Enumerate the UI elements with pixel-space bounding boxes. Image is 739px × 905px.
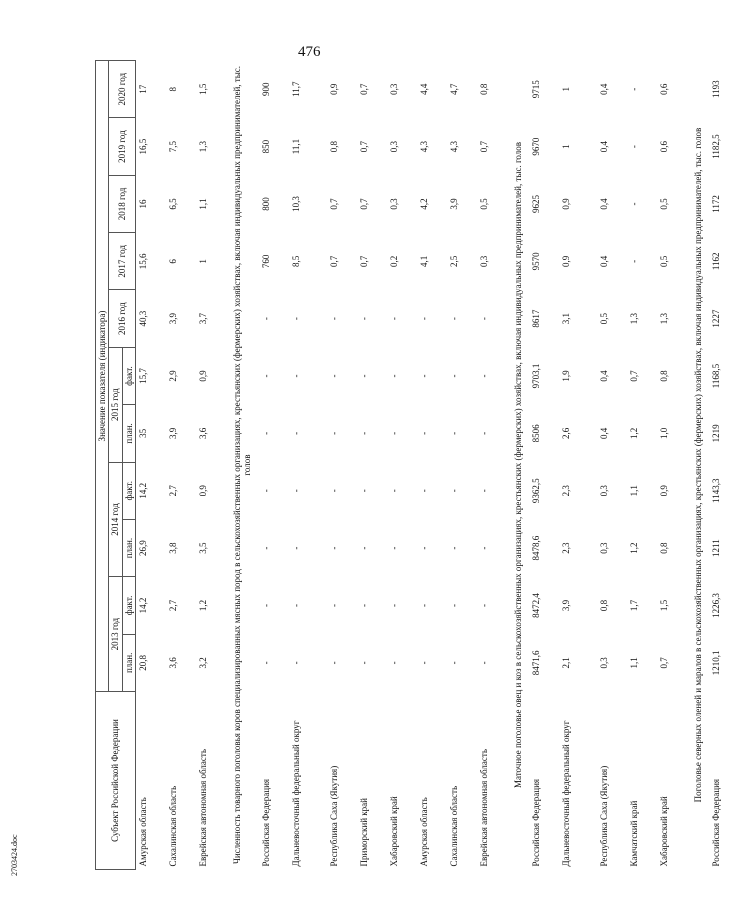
value-cell: 0,9: [328, 83, 339, 95]
value-cell: 3,5: [198, 542, 209, 554]
header-2020: 2020 год: [109, 61, 136, 118]
header-2016: 2016 год: [109, 290, 136, 347]
value-cell: -: [290, 489, 301, 493]
value-cell: 1,2: [629, 427, 640, 440]
value-cell: 8506: [531, 424, 542, 443]
value-cell: -: [260, 374, 271, 378]
value-cell: 11,7: [290, 81, 301, 97]
value-cell: -: [328, 489, 339, 493]
value-cell: 16: [138, 199, 149, 209]
table-row: [597, 61, 627, 870]
value-cell: 4,2: [418, 198, 429, 210]
value-cell: 15,7: [138, 368, 149, 384]
row-subject: Российская Федерация: [531, 778, 542, 867]
value-cell: -: [358, 489, 369, 493]
value-cell: 0,7: [629, 370, 640, 382]
page-number: 476: [298, 44, 321, 60]
value-cell: 20,8: [138, 654, 149, 671]
value-cell: 6: [168, 259, 179, 264]
table-row: [559, 61, 597, 870]
header-fact: факт.: [122, 577, 135, 634]
value-cell: -: [478, 546, 489, 550]
table-row: [627, 61, 657, 870]
value-cell: 3,9: [448, 198, 459, 210]
rotated-table-container: [95, 60, 722, 870]
value-cell: -: [260, 431, 271, 435]
value-cell: -: [418, 489, 429, 493]
table-row: [417, 61, 447, 870]
value-cell: 0,7: [358, 140, 369, 153]
value-cell: 16,5: [138, 138, 149, 155]
value-cell: 0,3: [388, 140, 399, 153]
header-plan: план.: [122, 519, 135, 576]
header-2015: 2015 год: [109, 347, 122, 462]
value-cell: -: [358, 546, 369, 550]
header-subject: Субъект Российской Федерации: [96, 692, 136, 870]
value-cell: 1182,5: [711, 134, 722, 159]
value-cell: 17: [138, 84, 149, 94]
value-cell: -: [328, 374, 339, 378]
header-indicator: Значение показателя (индикатора): [96, 61, 109, 692]
value-cell: -: [358, 374, 369, 378]
value-cell: -: [418, 317, 429, 321]
table-row: [447, 61, 477, 870]
value-cell: 40,3: [138, 310, 149, 327]
value-cell: 0,4: [599, 140, 610, 153]
value-cell: 0,9: [198, 370, 209, 382]
value-cell: -: [290, 603, 301, 607]
value-cell: -: [358, 661, 369, 665]
row-subject: Хабаровский край: [659, 796, 670, 867]
table-body: [136, 61, 739, 870]
value-cell: 9625: [531, 194, 542, 213]
value-cell: 3,2: [198, 657, 209, 669]
value-cell: 0,8: [659, 370, 670, 382]
value-cell: -: [478, 317, 489, 321]
value-cell: 0,5: [659, 255, 670, 267]
value-cell: 0,8: [328, 140, 339, 153]
value-cell: 10,3: [290, 196, 301, 212]
value-cell: -: [448, 431, 459, 435]
value-cell: 4,7: [448, 83, 459, 95]
value-cell: 7,5: [168, 140, 179, 153]
value-cell: 1,3: [659, 313, 670, 325]
value-cell: 11,1: [290, 138, 301, 155]
value-cell: -: [448, 374, 459, 378]
row-subject: Амурская область: [138, 797, 149, 867]
value-cell: 4,4: [418, 83, 429, 95]
row-subject: Сахалинская область: [448, 785, 459, 867]
value-cell: 1,2: [198, 599, 209, 612]
value-cell: 2,3: [561, 542, 572, 554]
row-subject: Еврейская автономная область: [198, 749, 209, 867]
value-cell: 2,1: [561, 657, 572, 669]
value-cell: 0,4: [599, 370, 610, 382]
value-cell: -: [260, 546, 271, 550]
header-2017: 2017 год: [109, 233, 136, 290]
value-cell: -: [418, 603, 429, 607]
section-header-row: [507, 61, 529, 870]
row-subject: Республика Саха (Якутия): [599, 765, 610, 867]
value-cell: -: [388, 661, 399, 665]
value-cell: -: [328, 603, 339, 607]
header-2018: 2018 год: [109, 175, 136, 232]
value-cell: 0,7: [358, 198, 369, 210]
value-cell: 4,3: [418, 140, 429, 153]
value-cell: 2,7: [168, 485, 179, 497]
value-cell: 0,9: [561, 198, 572, 210]
row-subject: Дальневосточный федеральный округ: [290, 720, 301, 867]
value-cell: -: [418, 546, 429, 550]
value-cell: -: [388, 489, 399, 493]
value-cell: 9362,5: [531, 478, 542, 504]
row-subject: Камчатский край: [629, 800, 640, 867]
value-cell: -: [290, 374, 301, 378]
value-cell: 9703,1: [531, 363, 542, 389]
value-cell: -: [388, 431, 399, 435]
value-cell: -: [448, 317, 459, 321]
value-cell: 8472,4: [531, 593, 542, 618]
value-cell: 1,2: [629, 542, 640, 554]
value-cell: 0,3: [599, 485, 610, 497]
value-cell: 9715: [531, 80, 542, 99]
value-cell: -: [388, 603, 399, 607]
table-row: [259, 61, 289, 870]
value-cell: -: [448, 489, 459, 493]
value-cell: 9570: [531, 252, 542, 271]
value-cell: 2,7: [168, 599, 179, 612]
value-cell: 1143,3: [711, 478, 722, 503]
value-cell: 26,9: [138, 540, 149, 556]
value-cell: 3,6: [168, 657, 179, 669]
value-cell: 2,5: [448, 255, 459, 267]
row-subject: Сахалинская область: [168, 785, 179, 867]
value-cell: -: [260, 489, 271, 493]
table-row: [136, 61, 167, 870]
value-cell: 0,4: [599, 83, 610, 95]
value-cell: 35: [138, 428, 149, 438]
value-cell: 0,8: [599, 599, 610, 612]
header-fact: факт.: [122, 462, 135, 519]
value-cell: 9670: [531, 137, 542, 156]
value-cell: 1210,1: [711, 650, 722, 676]
value-cell: 0,6: [659, 140, 670, 153]
value-cell: -: [328, 546, 339, 550]
value-cell: 8471,6: [531, 650, 542, 676]
value-cell: 0,6: [659, 83, 670, 95]
value-cell: 8617: [531, 309, 542, 328]
value-cell: -: [328, 661, 339, 665]
value-cell: 1168,5: [711, 363, 722, 389]
value-cell: 3,9: [168, 427, 179, 440]
value-cell: 1,9: [561, 370, 572, 382]
value-cell: -: [418, 431, 429, 435]
value-cell: 1,1: [198, 198, 209, 210]
row-subject: Республика Саха (Якутия): [328, 765, 339, 867]
value-cell: 3,8: [168, 542, 179, 554]
value-cell: 0,3: [388, 83, 399, 95]
value-cell: 0,9: [659, 485, 670, 497]
value-cell: -: [358, 317, 369, 321]
value-cell: 1: [198, 259, 209, 264]
value-cell: 0,7: [328, 198, 339, 210]
value-cell: 0,4: [599, 427, 610, 440]
value-cell: -: [260, 661, 271, 665]
section-title: Маточное поголовье овец и коз в сельскохозяйственных организациях, крестьянских (фермерских) хозяйствах, включая индивидуальных предпринимателей, тыс. голов: [512, 141, 523, 789]
value-cell: 1227: [711, 309, 722, 328]
value-cell: 1: [561, 86, 572, 92]
value-cell: 1,7: [629, 599, 640, 612]
value-cell: 6,5: [168, 198, 179, 210]
section-header-row: [226, 61, 259, 870]
value-cell: 3,1: [561, 313, 572, 325]
header-2019: 2019 год: [109, 118, 136, 175]
value-cell: 15,6: [138, 253, 149, 270]
value-cell: -: [629, 259, 640, 263]
row-subject: Хабаровский край: [388, 796, 399, 867]
value-cell: 1: [561, 144, 572, 149]
value-cell: 0,5: [599, 313, 610, 325]
value-cell: 0,8: [659, 542, 670, 554]
value-cell: -: [358, 431, 369, 435]
table-row: [477, 61, 507, 870]
value-cell: -: [418, 661, 429, 665]
value-cell: -: [328, 431, 339, 435]
value-cell: 900: [260, 82, 271, 96]
value-cell: 0,3: [478, 255, 489, 267]
value-cell: 0,9: [561, 255, 572, 267]
value-cell: 0,7: [659, 657, 670, 669]
value-cell: 0,4: [599, 198, 610, 210]
value-cell: 8: [168, 86, 179, 92]
value-cell: -: [260, 317, 271, 321]
table-row: [709, 61, 739, 870]
value-cell: -: [418, 374, 429, 378]
section-title: Численность товарного поголовья коров специализированных мясных пород в сельскохозяйственных организациях, крестьянских (фермерских) хозяйствах, включая индивидуальных предпринимателей, тыс. голов: [232, 65, 253, 865]
row-subject: Дальневосточный федеральный округ: [561, 720, 572, 867]
value-cell: -: [448, 603, 459, 607]
value-cell: 0,7: [358, 255, 369, 267]
value-cell: 0,5: [478, 198, 489, 210]
value-cell: -: [629, 87, 640, 91]
value-cell: 1,5: [659, 599, 670, 612]
value-cell: 1,1: [629, 485, 640, 497]
header-plan: план.: [122, 634, 135, 691]
value-cell: 0,3: [599, 542, 610, 554]
value-cell: 800: [260, 197, 271, 211]
value-cell: -: [388, 374, 399, 378]
value-cell: -: [290, 546, 301, 550]
header-plan: план.: [122, 405, 135, 462]
value-cell: 0,3: [388, 198, 399, 210]
value-cell: 0,3: [599, 657, 610, 669]
value-cell: 1193: [711, 80, 722, 99]
value-cell: 2,3: [561, 485, 572, 497]
value-cell: 4,3: [448, 140, 459, 153]
value-cell: 0,2: [388, 255, 399, 267]
value-cell: 0,4: [599, 255, 610, 267]
value-cell: -: [478, 374, 489, 378]
row-subject: Российская Федерация: [260, 778, 271, 867]
section-header-row: [687, 61, 709, 870]
value-cell: -: [290, 317, 301, 321]
value-cell: -: [358, 603, 369, 607]
value-cell: 14,2: [138, 482, 149, 499]
table-row: [196, 61, 226, 870]
value-cell: 0,9: [198, 485, 209, 497]
row-subject: Российская Федерация: [711, 778, 722, 867]
value-cell: 3,9: [168, 313, 179, 325]
table-row: [357, 61, 387, 870]
header-2013: 2013 год: [109, 577, 122, 692]
section-title: Поголовье северных оленей и маралов в сельскохозяйственных организациях, крестьянских (фермерских) хозяйствах, включая индивидуальных предпринимателей, тыс. голов: [693, 127, 704, 803]
value-cell: 2,9: [168, 370, 179, 382]
table-row: [289, 61, 327, 870]
value-cell: -: [448, 661, 459, 665]
value-cell: 14,2: [138, 597, 149, 614]
value-cell: -: [290, 661, 301, 665]
value-cell: 1,0: [659, 427, 670, 440]
value-cell: 1162: [711, 252, 722, 271]
table-row: [327, 61, 357, 870]
value-cell: -: [478, 431, 489, 435]
value-cell: -: [448, 546, 459, 550]
value-cell: 3,6: [198, 427, 209, 440]
value-cell: 1,5: [198, 83, 209, 95]
value-cell: -: [478, 661, 489, 665]
value-cell: 0,7: [358, 83, 369, 95]
value-cell: 0,7: [478, 140, 489, 153]
value-cell: 1211: [711, 539, 722, 557]
header-2014: 2014 год: [109, 462, 122, 577]
value-cell: -: [260, 603, 271, 607]
row-subject: Амурская область: [418, 797, 429, 867]
value-cell: 1226,3: [711, 593, 722, 618]
table-row: [529, 61, 559, 870]
value-cell: -: [328, 317, 339, 321]
value-cell: 4,1: [418, 255, 429, 267]
value-cell: -: [478, 603, 489, 607]
value-cell: 0,7: [328, 255, 339, 267]
value-cell: 0,5: [659, 198, 670, 210]
value-cell: -: [388, 317, 399, 321]
value-cell: 8,5: [290, 255, 301, 267]
value-cell: 0,8: [478, 83, 489, 95]
value-cell: 850: [260, 139, 271, 154]
table-row: [657, 61, 687, 870]
value-cell: -: [388, 546, 399, 550]
row-subject: Еврейская автономная область: [478, 749, 489, 867]
value-cell: 8478,6: [531, 535, 542, 561]
value-cell: 3,7: [198, 313, 209, 325]
table-row: [166, 61, 196, 870]
value-cell: 1,3: [629, 313, 640, 325]
value-cell: 1,3: [198, 140, 209, 153]
value-cell: -: [478, 489, 489, 493]
header-fact: факт.: [122, 347, 135, 404]
indicator-table: [95, 60, 739, 870]
value-cell: 1,1: [629, 657, 640, 669]
value-cell: 1219: [711, 424, 722, 443]
value-cell: 1172: [711, 195, 722, 213]
value-cell: -: [629, 145, 640, 149]
value-cell: 2,6: [561, 427, 572, 440]
value-cell: 760: [260, 254, 271, 269]
value-cell: 3,9: [561, 599, 572, 612]
row-subject: Приморский край: [358, 798, 369, 867]
table-row: [387, 61, 417, 870]
value-cell: -: [290, 431, 301, 435]
value-cell: -: [629, 202, 640, 206]
doc-id: 2703424.doc: [10, 834, 19, 876]
